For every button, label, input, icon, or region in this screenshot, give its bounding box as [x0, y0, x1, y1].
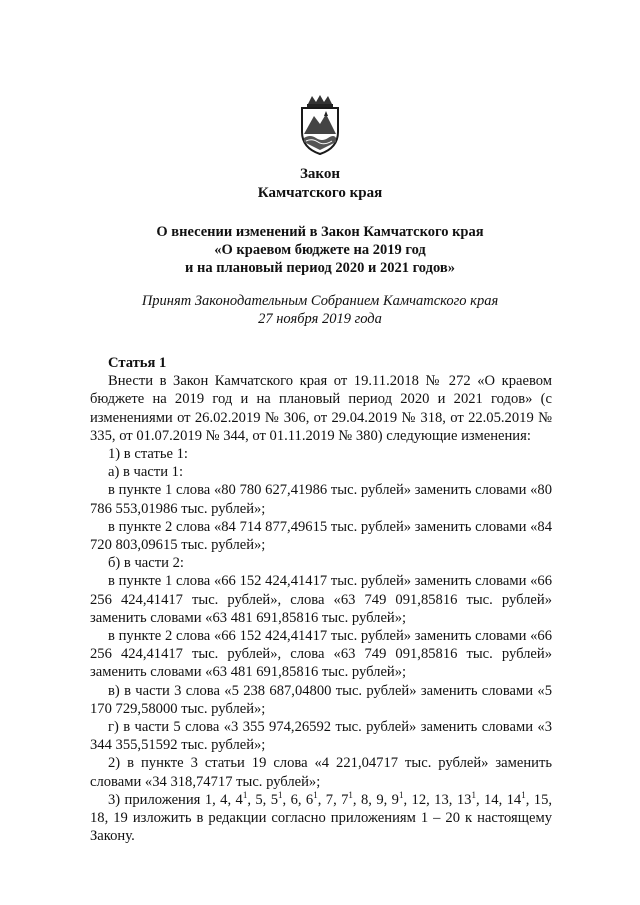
adoption-note-line-1: Принят Законодательным Собранием Камчатского края — [141, 293, 499, 309]
coat-of-arms-graphic — [286, 94, 354, 156]
item-3-part-1: 1, 4, 4 — [204, 791, 243, 808]
item-3-part-8: , 15, 18, 19 изложить в редакции согласно приложениям 1 – 20 к настоящему Закону. — [90, 791, 553, 845]
superscript-1: 1 — [242, 790, 248, 801]
item-1b-point-1: в пункте 1 слова «66 152 424,41417 тыс. рублей» заменить словами «66 256 424,41417 тыс. рублей», слова «63 749 091,85816 тыс. рублей» заменить словами «63 481 691,85816 тыс. рублей»; — [90, 573, 552, 626]
item-2: 2) в пункте 3 статьи 19 слова «4 221,04717 тыс. рублей» заменить словами «34 318,74717 тыс. рублей»; — [90, 755, 552, 790]
law-title: Закон — [299, 166, 340, 182]
article-title: Статья 1 — [108, 355, 167, 371]
item-3 — [90, 791, 552, 846]
item-1b: б) в части 2: — [108, 555, 184, 572]
item-1: 1) в статье 1: — [108, 446, 188, 463]
item-3-part-5: , 8, 9, 9 — [352, 791, 399, 808]
adoption-note — [0, 292, 640, 328]
item-3-part-6: , 12, 13, 13 — [403, 791, 472, 808]
law-region: Камчатского края — [257, 185, 383, 201]
superscript-3: 1 — [313, 790, 318, 801]
superscript-6: 1 — [471, 790, 476, 801]
article-body — [90, 354, 552, 845]
item-3-part-7: , 14, 14 — [475, 791, 522, 808]
superscript-5: 1 — [398, 790, 404, 801]
article-intro: Внести в Закон Камчатского края от 19.11.2018 № 272 «О краевом бюджете на 2019 год и на плановый период 2020 и 2021 годов» (с изменениями от 26.02.2019 № 306, от 29.04.2019 № 318, от 22.05.2019 № 335, от 01.07.2019 № 344, от 01.11.2019 № 380) следующие изменения: — [90, 373, 552, 444]
item-1g: г) в части 5 слова «3 355 974,26592 тыс. рублей» заменить словами «3 344 355,51592 тыс. рублей»; — [90, 719, 552, 754]
kamchatka-coat-of-arms-icon — [286, 94, 354, 156]
law-subject-line-2: «О краевом бюджете на 2019 год — [214, 242, 426, 258]
item-3-part-4: , 7, 7 — [317, 791, 349, 808]
law-subject-line-3: и на плановый период 2020 и 2021 годов» — [185, 260, 455, 276]
item-1a-point-1: в пункте 1 слова «80 780 627,41986 тыс. рублей» заменить словами «80 786 553,01986 тыс. рублей»; — [90, 482, 552, 517]
law-subject-line-1: О внесении изменений в Закон Камчатского края — [156, 224, 484, 240]
item-1v: в) в части 3 слова «5 238 687,04800 тыс. рублей» заменить словами «5 170 729,58000 тыс. рублей»; — [90, 682, 552, 717]
adoption-note-line-2: 27 ноября 2019 года — [258, 311, 382, 327]
superscript-4: 1 — [348, 790, 353, 801]
item-3-part-3: , 6, 6 — [282, 791, 314, 808]
law-subject — [0, 223, 640, 277]
item-1b-point-2: в пункте 2 слова «66 152 424,41417 тыс. рублей» заменить словами «66 256 424,41417 тыс. рублей», слова «63 749 091,85816 тыс. рублей» заменить словами «63 481 691,85816 тыс. рублей»; — [90, 628, 552, 681]
item-1a: а) в части 1: — [108, 464, 184, 481]
superscript-7: 1 — [521, 790, 526, 801]
item-3-part-2: , 5, 5 — [247, 791, 279, 808]
item-1a-point-2: в пункте 2 слова «84 714 877,49615 тыс. рублей» заменить словами «84 720 803,09615 тыс. рублей»; — [90, 518, 552, 554]
superscript-2: 1 — [278, 790, 283, 801]
item-3-prefix: 3) приложения — [108, 791, 201, 808]
